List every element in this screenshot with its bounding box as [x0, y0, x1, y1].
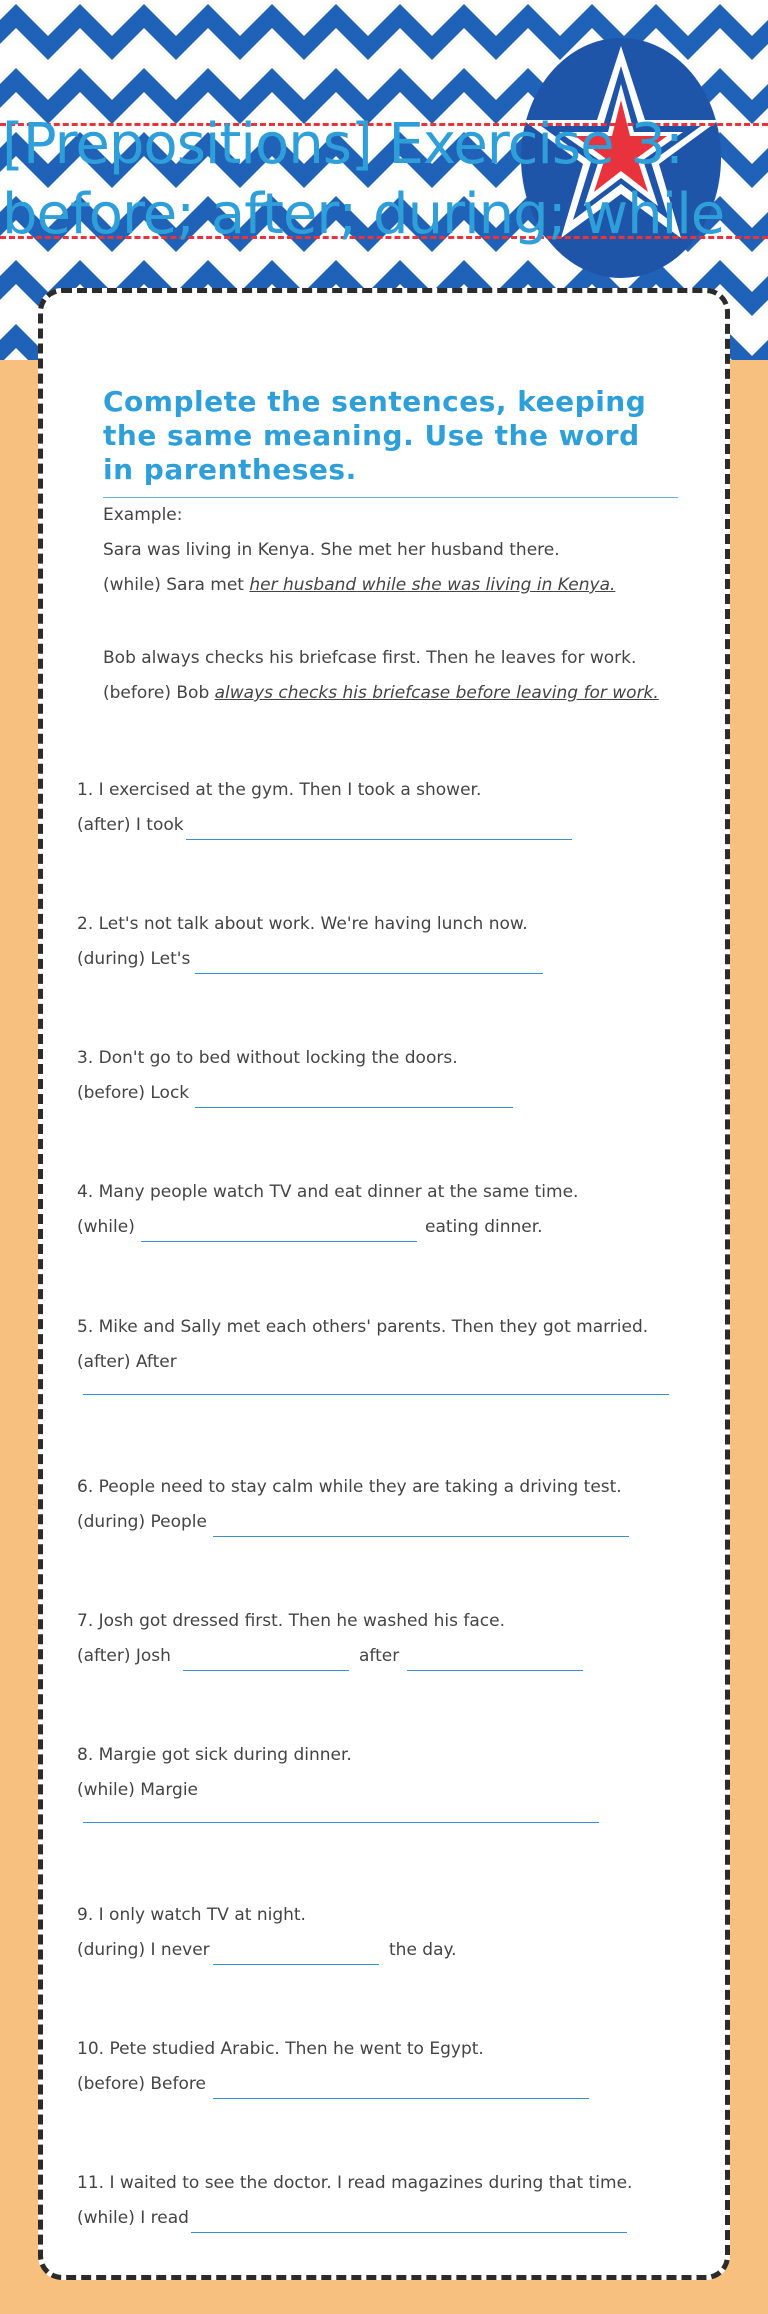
question-9-suffix: the day.	[389, 1940, 457, 1960]
question-7-blank-1[interactable]	[183, 1670, 349, 1671]
question-4-prefix: (while)	[77, 1217, 135, 1237]
question-10-blank[interactable]	[213, 2098, 589, 2099]
question-8-prefix: (while) Margie	[77, 1780, 199, 1800]
question-5-sentence: 5. Mike and Sally met each others' parents. Then they got married.	[77, 1317, 649, 1337]
question-2-blank[interactable]	[195, 973, 543, 974]
question-11-answer-row	[77, 2208, 717, 2238]
question-7-answer-row	[77, 1646, 717, 1676]
question-5-prefix: (after) After	[77, 1352, 177, 1372]
question-7-sentence: 7. Josh got dressed first. Then he washed his face.	[77, 1611, 506, 1631]
question-4-answer-row	[77, 1217, 717, 1247]
question-3-sentence: 3. Don't go to bed without locking the doors.	[77, 1048, 458, 1068]
question-6-answer-row	[77, 1512, 717, 1542]
question-5-blank[interactable]	[83, 1394, 669, 1395]
example-1-answer: her husband while she was living in Kenya.	[249, 575, 616, 595]
question-7-blank-2[interactable]	[407, 1670, 583, 1671]
question-9-sentence: 9. I only watch TV at night.	[77, 1905, 306, 1925]
example-2-prefix: (before) Bob	[103, 683, 210, 703]
question-8-sentence: 8. Margie got sick during dinner.	[77, 1745, 352, 1765]
question-10-prefix: (before) Before	[77, 2074, 206, 2094]
example-1-answer-line	[103, 575, 615, 595]
question-7-middle: after	[359, 1646, 400, 1666]
question-1-sentence: 1. I exercised at the gym. Then I took a shower.	[77, 780, 482, 800]
question-2-prefix: (during) Let's	[77, 949, 191, 969]
question-5-answer-row	[77, 1352, 717, 1382]
question-10-sentence: 10. Pete studied Arabic. Then he went to Egypt.	[77, 2039, 484, 2059]
question-3-answer-row	[77, 1083, 717, 1113]
question-7-prefix: (after) Josh	[77, 1646, 171, 1666]
question-11-blank[interactable]	[191, 2232, 627, 2233]
question-4-sentence: 4. Many people watch TV and eat dinner at the same time.	[77, 1182, 579, 1202]
example-1-sentence: Sara was living in Kenya. She met her husband there.	[103, 540, 560, 560]
question-1-prefix: (after) I took	[77, 815, 184, 835]
question-6-blank[interactable]	[213, 1536, 629, 1537]
question-1-blank[interactable]	[186, 839, 572, 840]
worksheet-card	[38, 288, 730, 2280]
page-title-line-2: before; after; during; while	[2, 182, 725, 247]
question-2-answer-row	[77, 949, 717, 979]
question-11-prefix: (while) I read	[77, 2208, 189, 2228]
question-6-prefix: (during) People	[77, 1512, 207, 1532]
question-3-prefix: (before) Lock	[77, 1083, 190, 1103]
question-1-answer-row	[77, 815, 717, 845]
question-11-sentence: 11. I waited to see the doctor. I read magazines during that time.	[77, 2173, 633, 2193]
question-9-answer-row	[77, 1940, 717, 1970]
question-9-blank[interactable]	[213, 1964, 379, 1965]
instructions-heading: Complete the sentences, keeping the same meaning. Use the word in parentheses.	[103, 385, 678, 498]
example-label: Example:	[103, 505, 183, 525]
question-10-answer-row	[77, 2074, 717, 2104]
question-8-answer-row	[77, 1780, 717, 1810]
page-title-line-1: [Prepositions] Exercise 3:	[2, 112, 683, 177]
example-2-answer-line	[103, 683, 659, 703]
question-6-sentence: 6. People need to stay calm while they are taking a driving test.	[77, 1477, 622, 1497]
question-4-suffix: eating dinner.	[425, 1217, 543, 1237]
question-8-blank[interactable]	[83, 1822, 599, 1823]
page-title	[2, 110, 768, 250]
example-2-answer: always checks his briefcase before leaving for work.	[214, 683, 659, 703]
example-2-sentence: Bob always checks his briefcase first. Then he leaves for work.	[103, 648, 637, 668]
question-2-sentence: 2. Let's not talk about work. We're having lunch now.	[77, 914, 528, 934]
question-3-blank[interactable]	[195, 1107, 513, 1108]
question-9-prefix: (during) I never	[77, 1940, 210, 1960]
question-4-blank[interactable]	[141, 1241, 417, 1242]
example-1-prefix: (while) Sara met	[103, 575, 244, 595]
